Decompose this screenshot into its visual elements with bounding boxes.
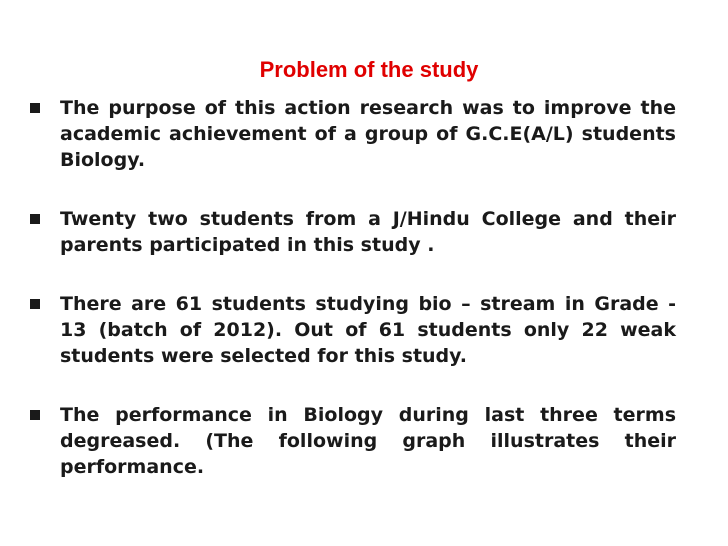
bullet-item <box>28 95 676 173</box>
square-bullet-icon <box>30 299 40 309</box>
square-bullet-icon <box>30 103 40 113</box>
square-bullet-icon <box>30 214 40 224</box>
slide-title: Problem of the study <box>259 57 479 82</box>
bullet-item <box>28 402 676 480</box>
bullet-text: The purpose of this action research was to improve the academic achievement of a group of G.C.E(A/L) students Biology. <box>60 97 676 171</box>
bullet-item <box>28 291 676 369</box>
bullet-text: There are 61 students studying bio – stream in Grade - 13 (batch of 2012). Out of 61 students only 22 weak students were selected for this study. <box>60 293 676 367</box>
bullet-list <box>28 95 676 513</box>
bullet-text: Twenty two students from a J/Hindu College and their parents participated in this study . <box>60 208 676 256</box>
bullet-item <box>28 206 676 258</box>
bullet-text: The performance in Biology during last three terms degreased. (The following graph illustrates their performance. <box>60 404 676 478</box>
square-bullet-icon <box>30 410 40 420</box>
